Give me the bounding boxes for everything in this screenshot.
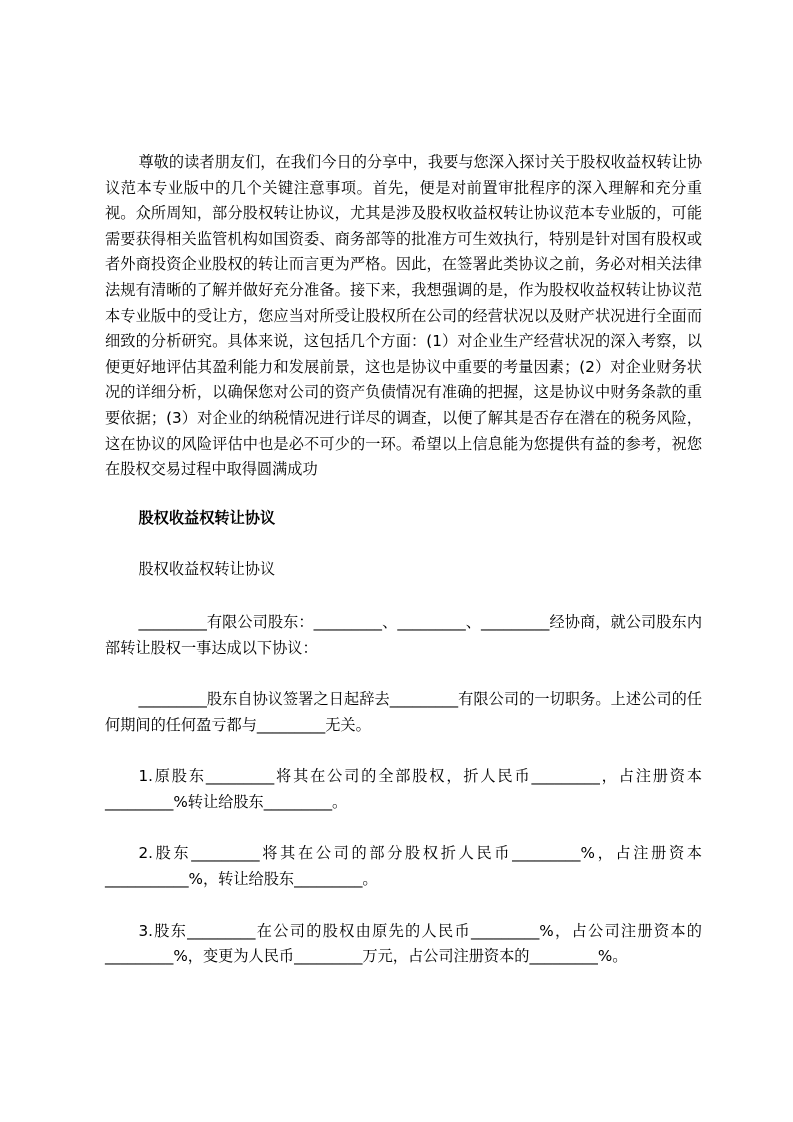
clause-1-full-transfer: 1.原股东_________将其在公司的全部股权，折人民币_________，占注册资本_________%转让给股东_________。 (105, 767, 702, 811)
section-heading: 股权收益权转让协议 (138, 508, 276, 527)
intro-paragraph: 尊敬的读者朋友们，在我们今日的分享中，我要与您深入探讨关于股权收益权转让协议范本专业版中的几个关键注意事项。首先，便是对前置审批程序的深入理解和充分重视。众所周知，部分股权转让协议，尤其是涉及股权收益权转让协议范本专业版的，可能需要获得相关监管机构如国资委、商务部等的批准方可生效执行，特别是针对国有股权或者外商投资企业股权的转让而言更为严格。因此，在签署此类协议之前，务必对相关法律法规有清晰的了解并做好充分准备。接下来，我想强调的是，作为股权收益权转让协议范本专业版中的受让方，您应当对所受让股权所在公司的经营状况以及财产状况进行全面而细致的分析研究。具体来说，这包括几个方面：(1）对企业生产经营状况的深入考察，以便更好地评估其盈利能力和发展前景，这也是协议中重要的考量因素；(2）对企业财务状况的详细分析，以确保您对公司的资产负债情况有准确的把握，这是协议中财务条款的重要依据；(3）对企业的纳税情况进行详尽的调查，以便了解其是否存在潜在的税务风险，这在协议的风险评估中也是必不可少的一环。希望以上信息能为您提供有益的参考，祝您在股权交易过程中取得圆满成功 (105, 153, 702, 479)
clause-2-partial-transfer: 2.股东_________将其在公司的部分股权折人民币_________%，占注册资本___________%，转让给股东_________。 (105, 844, 702, 889)
agreement-title: 股权收益权转让协议 (138, 560, 276, 579)
clause-3-equity-change: 3.股东_________在公司的股权由原先的人民币_________%，占公司注册资本的_________%，变更为人民币_________万元，占公司注册资本的_________%。 (105, 921, 702, 966)
clause-resignation: _________股东自协议签署之日起辞去_________有限公司的一切职务。上述公司的任何期间的任何盈亏都与_________无关。 (105, 690, 702, 734)
clause-parties: _________有限公司股东：_________、_________、_________经协商，就公司股东内部转让股权一事达成以下协议： (105, 612, 702, 657)
document-content (105, 150, 702, 996)
